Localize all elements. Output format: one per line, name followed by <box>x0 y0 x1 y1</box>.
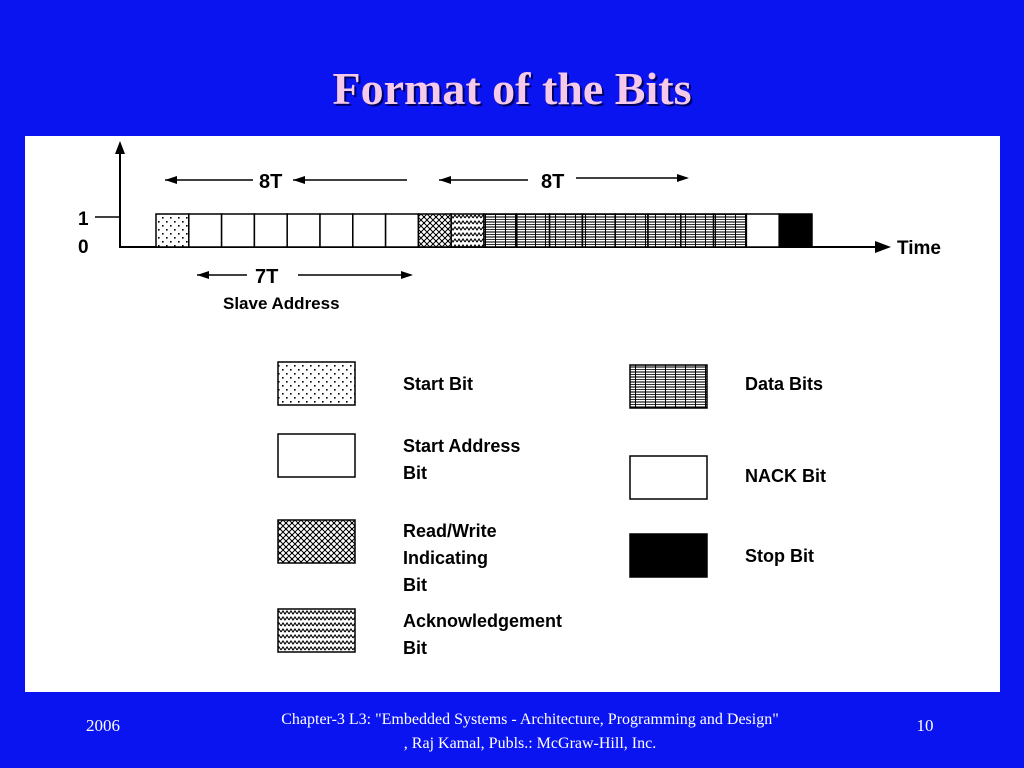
y-axis-arrowhead <box>115 141 125 154</box>
legend-label-address: Start Address <box>403 436 521 456</box>
legend-label-readwrite: Read/Write <box>403 521 497 541</box>
slave-address-label: Slave Address <box>223 294 340 313</box>
bit-cell-data <box>648 214 681 247</box>
legend-swatch-ack <box>278 609 355 652</box>
bit-format-diagram <box>25 136 1000 692</box>
span-8t-left-arrowhead-left <box>165 176 177 184</box>
legend-label-start: Start Bit <box>403 374 474 394</box>
bit-cell-address <box>222 214 255 247</box>
legend-label-readwrite: Bit <box>403 575 427 595</box>
span-7t-arrowhead-left <box>197 271 209 279</box>
span-8t-left-label: 8T <box>259 171 283 193</box>
span-8t-right-arrowhead-left <box>439 176 451 184</box>
bit-cell-data <box>681 214 714 247</box>
y-axis-label-0: 0 <box>78 237 89 258</box>
span-8t-left-arrowhead-mid <box>293 176 305 184</box>
bit-cell-address <box>386 214 419 247</box>
bit-cell-stop <box>779 214 812 247</box>
footer-year: 2006 <box>86 716 120 735</box>
legend-label-data: Data Bits <box>745 374 824 394</box>
legend-label-stop: Stop Bit <box>745 546 814 566</box>
bit-format-figure <box>25 136 1000 692</box>
span-8t-right-label: 8T <box>541 171 565 193</box>
bit-cell-data <box>484 214 517 247</box>
span-7t-arrowhead-right <box>401 271 413 279</box>
bit-cell-data <box>714 214 747 247</box>
legend-swatch-address <box>278 434 355 477</box>
legend-label-ack: Bit <box>403 638 427 658</box>
legend-swatch-start <box>278 362 355 405</box>
bit-cell-address <box>189 214 222 247</box>
legend-swatch-data <box>630 365 707 408</box>
legend-label-address: Bit <box>403 463 427 483</box>
span-7t-label: 7T <box>255 266 279 288</box>
bit-cell-address <box>353 214 386 247</box>
bit-cell-address <box>320 214 353 247</box>
bit-cell-data <box>550 214 583 247</box>
legend-label-ack: Acknowledgement <box>403 611 563 631</box>
footer-citation <box>210 708 850 756</box>
bit-cell-address <box>287 214 320 247</box>
legend-swatch-readwrite <box>278 520 355 563</box>
bit-cell-ack <box>451 214 484 247</box>
span-8t-right-arrowhead-right <box>677 174 689 182</box>
bit-cells <box>156 214 812 247</box>
bit-cell-address <box>254 214 287 247</box>
bit-cell-data <box>517 214 550 247</box>
bit-cell-readwrite <box>418 214 451 247</box>
bit-cell-data <box>615 214 648 247</box>
legend-label-nack: NACK Bit <box>745 466 826 486</box>
slide-title: Format of the Bits <box>332 63 692 114</box>
footer-page-number: 10 <box>916 716 934 735</box>
bit-cell-start <box>156 214 189 247</box>
legend-swatch-stop <box>630 534 707 577</box>
x-axis-label: Time <box>897 238 942 259</box>
footer-citation-line-1: Chapter-3 L3: "Embedded Systems - Architecture, Programming and Design" <box>281 711 779 728</box>
x-axis-arrowhead <box>875 241 891 253</box>
y-axis-label-1: 1 <box>78 209 89 230</box>
legend-swatch-nack <box>630 456 707 499</box>
footer-citation-line-2: , Raj Kamal, Publs.: McGraw-Hill, Inc. <box>403 735 657 752</box>
bit-cell-nack <box>746 214 779 247</box>
legend <box>278 362 826 658</box>
legend-label-readwrite: Indicating <box>403 548 488 568</box>
bit-cell-data <box>582 214 615 247</box>
